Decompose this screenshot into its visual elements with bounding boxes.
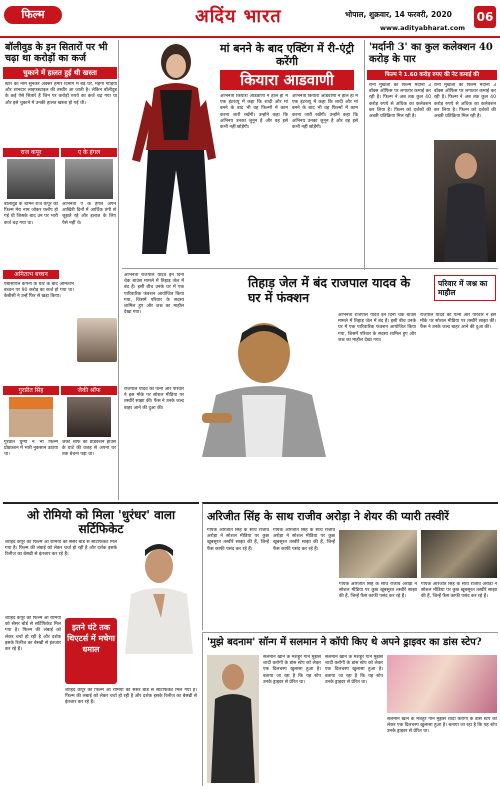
romeo-body-2: शाहिद कपूर की फिल्म ओ रोमियो को सेंसर बोर्ड से सर्टिफिकेट मिल गया है। फिल्म की लंबाई को लेकर चर्चा हो रही है और दर्शक इसके रिलीज का बेसब्री से इंतजार कर रहे हैं। (5, 616, 61, 653)
profile-jackie (61, 386, 117, 498)
newspaper-logo: अदिंय भारत (195, 6, 282, 27)
arijit-body-1: गायक अरिजीत सिंह के साथ राजीव अरोड़ा ने सोशल मीडिया पर कुछ खूबसूरत तस्वीरें साझा की हैं, जिन्हें फैंस काफी पसंद कर रहे हैं। (207, 528, 269, 552)
kiara-name-banner: कियारा आडवाणी (220, 70, 354, 90)
masthead (0, 0, 500, 40)
rani-photo (434, 140, 496, 262)
tihar-side-tag: परिवार में जश्न का माहौल (434, 275, 496, 301)
tihar-body-left: अभिनेता राजपाल यादव इन दिनों चेक बाउंस मामले में तिहाड़ जेल में बंद हैं। इसी बीच उनके घर में एक पारिवारिक फंक्शन आयोजित किया गया, जिसमें परिवार के सदस्य शामिल हुए और जश्न का माहौल देखा गया। (124, 273, 184, 316)
masthead-rule (0, 36, 500, 38)
profile-text: एबीसीएल कंपनी के घाटे के बाद अमिताभ बच्चन पर 90 करोड़ का कर्ज हो गया था। केबीसी ने उन्हें फिर से खड़ा किया। (4, 282, 74, 300)
page-number: 06 (474, 6, 496, 28)
tihar-body-mid: राजपाल यादव की पत्नी और परिवार ने इस मौके पर सोशल मीडिया पर तस्वीरें साझा कीं। फैंस ने उनके जल्द बाहर आने की दुआ की। (124, 387, 184, 411)
arijit-article (202, 502, 498, 630)
profile-name: जैकी श्रॉफ (61, 386, 117, 395)
profile-name: राज कपूर (3, 148, 59, 157)
profile-text: गुरप्रीत घुग्गी ने भी फिल्म प्रोडक्शन में भारी नुकसान उठाया था। (4, 440, 58, 458)
salman-headline: 'मुझे बदनाम' सॉन्ग में सलमान ने कॉपी किए थे अपने ड्राइवर का डांस स्टेप? (207, 637, 482, 648)
amitabh-photo (77, 318, 117, 362)
profile-text: जैकी श्रॉफ को प्रोडक्शन हाउस के घाटे की वजह से अपना घर तक बेचना पड़ा था। (62, 440, 116, 458)
kiara-body-1: अभिनेत्री कियारा आडवाणी ने हाल ही में एक इंटरव्यू में कहा कि शादी और मां बनने के बाद भी वह फिल्मों में काम करना जारी रखेंगी। उन्होंने कहा कि अभिनय उनका जुनून है और वह इसे कभी नहीं छोड़ेंगी। (220, 94, 288, 131)
gurpreet-photo (9, 397, 53, 437)
raj-kapoor-photo (7, 159, 55, 199)
mardaani-body-1: रानी मुखर्जी की फिल्म मर्दानी 3 बॉक्स ऑफिस पर लगातार कमाई कर रही है। फिल्म ने अब तक कुल 40 करोड़ रुपये से अधिक का कलेक्शन कर लिया है। फिल्म को दर्शकों की अच्छी प्रतिक्रिया मिल रही है। (369, 83, 431, 120)
profile-name: गुरप्रीत सिंह (3, 386, 59, 395)
mardaani-headline: 'मर्दानी 3' का कुल कलेक्शन 40 करोड़ के पार (369, 42, 493, 65)
romeo-callout: इतने घंटे तक थिएटर्स में मचेगा धमाल (65, 618, 117, 684)
kiara-kicker: मां बनने के बाद एक्टिंग में री-एंट्री करेंगी (220, 42, 354, 68)
left-banner: चुकाने में हालत हुई थी खस्ता (3, 67, 117, 79)
salman-body-2: सलमान खान के मशहूर गाने मुझसे शादी करोगी के डांस स्टेप को लेकर एक दिलचस्प खुलासा हुआ है। बताया जा रहा है कि यह स्टेप उनके ड्राइवर से प्रेरित था। (325, 655, 383, 685)
profile-text: बॉलीवुड के शोमैन राज कपूर की फिल्म मेरा नाम जोकर फ्लॉप हो गई थी जिसके बाद उन पर भारी कर्ज चढ़ गया था। (4, 202, 58, 226)
profile-amitabh (3, 270, 117, 382)
left-column (3, 40, 119, 500)
mardaani-banner: फिल्म ने 1.60 करोड़ रुपए की नेट कमाई की (367, 70, 497, 80)
section-label: फिल्म (4, 6, 62, 24)
salman-body-3: सलमान खान के मशहूर गाने मुझसे शादी करोगी के डांस स्टेप को लेकर एक दिलचस्प खुलासा हुआ है। बताया जा रहा है कि यह स्टेप उनके ड्राइवर से प्रेरित था। (387, 717, 497, 735)
arijit-body-3: गायक अरिजीत सिंह के साथ राजीव अरोड़ा ने सोशल मीडिया पर कुछ खूबसूरत तस्वीरें साझा की हैं, जिन्हें फैंस काफी पसंद कर रहे हैं। (339, 582, 417, 600)
arijit-photo-1 (339, 530, 417, 578)
tihar-body-col3: राजपाल यादव की पत्नी और परिवार ने इस मौके पर सोशल मीडिया पर तस्वीरें साझा कीं। फैंस ने उनके जल्द बाहर आने की दुआ की। (420, 313, 496, 331)
rajpal-photo (186, 313, 336, 457)
salman-photo (207, 655, 259, 783)
romeo-article (3, 502, 199, 786)
tihar-article (122, 268, 498, 500)
kiara-body-2: अभिनेत्री कियारा आडवाणी ने हाल ही में एक इंटरव्यू में कहा कि शादी और मां बनने के बाद भी वह फिल्मों में काम करना जारी रखेंगी। उन्होंने कहा कि अभिनय उनका जुनून है और वह इसे कभी नहीं छोड़ेंगी। (292, 94, 358, 131)
arijit-headline: अरिजीत सिंह के साथ राजीव अरोड़ा ने शेयर की प्यारी तस्वीरें (207, 510, 449, 523)
arijit-body-2: गायक अरिजीत सिंह के साथ राजीव अरोड़ा ने सोशल मीडिया पर कुछ खूबसूरत तस्वीरें साझा की हैं, जिन्हें फैंस काफी पसंद कर रहे हैं। (273, 528, 335, 552)
romeo-headline: ओ रोमियो को मिला 'धुरंधर' वाला सर्टिफिकेट (26, 508, 176, 536)
profile-ak-hangal (61, 148, 117, 266)
romeo-body-1: शाहिद कपूर की फिल्म ओ रोमियो को सेंसर बोर्ड से सर्टिफिकेट मिल गया है। फिल्म की लंबाई को लेकर चर्चा हो रही है और दर्शक इसके रिलीज का बेसब्री से इंतजार कर रहे हैं। (5, 540, 117, 558)
salman-dance-photo (387, 655, 497, 713)
website: www.adityabharat.com (380, 24, 465, 32)
salman-article (202, 632, 498, 786)
shahid-photo (121, 538, 197, 654)
arijit-photo-2 (421, 530, 497, 578)
ak-hangal-photo (65, 159, 113, 199)
romeo-body-3: शाहिद कपूर की फिल्म ओ रोमियो को सेंसर बोर्ड से सर्टिफिकेट मिल गया है। फिल्म की लंबाई को लेकर चर्चा हो रही है और दर्शक इसके रिलीज का बेसब्री से इंतजार कर रहे हैं। (65, 688, 197, 706)
profile-gurpreet (3, 386, 59, 498)
tihar-body-col2: अभिनेता राजपाल यादव इन दिनों चेक बाउंस मामले में तिहाड़ जेल में बंद हैं। इसी बीच उनके घर में एक पारिवारिक फंक्शन आयोजित किया गया, जिसमें परिवार के सदस्य शामिल हुए और जश्न का माहौल देखा गया। (338, 313, 416, 343)
profile-name: ए के हंगल (61, 148, 117, 157)
mardaani-body-2: रानी मुखर्जी की फिल्म मर्दानी 3 बॉक्स ऑफिस पर लगातार कमाई कर रही है। फिल्म ने अब तक कुल 40 करोड़ रुपये से अधिक का कलेक्शन कर लिया है। फिल्म को दर्शकों की अच्छी प्रतिक्रिया मिल रही है। (434, 83, 496, 120)
kiara-article (122, 40, 360, 260)
salman-body-1: सलमान खान के मशहूर गाने मुझसे शादी करोगी के डांस स्टेप को लेकर एक दिलचस्प खुलासा हुआ है। बताया जा रहा है कि यह स्टेप उनके ड्राइवर से प्रेरित था। (263, 655, 321, 685)
left-headline: बॉलीवुड के इन सितारों पर भी चढ़ा था करोड़ों का कर्ज (5, 42, 108, 64)
profile-raj-kapoor (3, 148, 59, 266)
left-intro: स्टार का नाम सुनकर अक्सर हमारे दिमाग में बड़े घर, महंगी गाड़ियां और शानदार लाइफस्टाइल की तस्वीर आ जाती है। लेकिन बॉलीवुड के कई ऐसे सितारे हैं जिन पर करोड़ों रुपये का कर्ज चढ़ गया था और इसे चुकाने में उनकी हालत खस्ता हो गई थी। (5, 82, 117, 106)
mardaani-article (364, 40, 498, 270)
tihar-headline: तिहाड़ जेल में बंद राजपाल यादव के घर में फंक्शन (248, 275, 411, 305)
jackie-photo (67, 397, 111, 437)
profile-text: अभिनेता ए के हंगल अपने आखिरी दिनों में आर्थिक तंगी से जूझते रहे और इलाज के लिए पैसे नहीं थे। (62, 202, 116, 226)
kiara-photo (126, 40, 218, 258)
profile-name: अमिताभ बच्चन (3, 270, 59, 279)
dateline: भोपाल, शुक्रवार, 14 फरवरी, 2020 (345, 10, 452, 19)
arijit-body-4: गायक अरिजीत सिंह के साथ राजीव अरोड़ा ने सोशल मीडिया पर कुछ खूबसूरत तस्वीरें साझा की हैं, जिन्हें फैंस काफी पसंद कर रहे हैं। (421, 582, 497, 600)
